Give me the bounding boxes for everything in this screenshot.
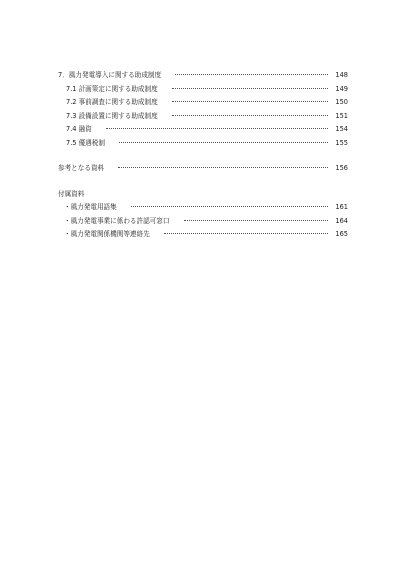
dot-leader (175, 74, 328, 75)
toc-entry-appendix-glossary[interactable] (58, 204, 348, 218)
toc-entry-references[interactable] (58, 165, 348, 179)
toc-entry-page: 148 (335, 71, 348, 79)
toc-entry-7-3[interactable] (58, 113, 348, 127)
toc-entry-page: 149 (335, 84, 348, 93)
dot-leader (184, 220, 329, 221)
toc-entry-page: 151 (335, 111, 348, 120)
toc-entry-page: 165 (335, 230, 348, 238)
toc-entry-title: ・風力発電関係機関等連絡先 (64, 230, 150, 238)
toc-entry-title: ・風力発電用語集 (64, 203, 117, 211)
section-gap (58, 179, 348, 191)
toc-entry-title: 7.2 事前調査に関する助成制度 (66, 98, 158, 106)
dot-leader (106, 128, 328, 129)
toc-entry-appendix-permits[interactable] (58, 218, 348, 232)
toc-entry-page: 156 (335, 164, 348, 172)
toc-entry-7-2[interactable] (58, 99, 348, 113)
dot-leader (172, 115, 328, 116)
dot-leader (119, 142, 328, 143)
dot-leader (172, 88, 328, 89)
dot-leader (164, 233, 328, 234)
toc-entry-page: 154 (335, 125, 348, 133)
toc-entry-7-4[interactable] (58, 126, 348, 140)
toc-entry-title: 7．風力発電導入に関する助成制度 (58, 71, 162, 79)
toc-entry-appendix-contacts[interactable] (58, 231, 348, 245)
toc-entry-title: 7.1 計画策定に関する助成制度 (66, 84, 158, 93)
toc-entry-title: ・風力発電事業に係わる許認可窓口 (64, 216, 170, 225)
dot-leader (118, 167, 328, 168)
toc-entry-page: 161 (335, 203, 348, 211)
toc-entry-7-5[interactable] (58, 140, 348, 154)
appendix-heading: 付属資料 (58, 189, 85, 198)
toc-entry-page: 150 (335, 98, 348, 106)
toc-entry-title: 7.4 融資 (66, 125, 92, 133)
toc-entry-title: 参考となる資料 (58, 164, 105, 172)
toc-entry-7-1[interactable] (58, 86, 348, 100)
dot-leader (172, 101, 328, 102)
table-of-contents (58, 72, 348, 245)
toc-entry-title: 7.3 設備設置に関する助成制度 (66, 111, 158, 120)
toc-entry-chapter-7[interactable] (58, 72, 348, 86)
dot-leader (131, 206, 328, 207)
toc-entry-title: 7.5 優遇税制 (66, 138, 105, 147)
toc-entry-page: 155 (335, 138, 348, 147)
toc-entry-page: 164 (335, 216, 348, 225)
